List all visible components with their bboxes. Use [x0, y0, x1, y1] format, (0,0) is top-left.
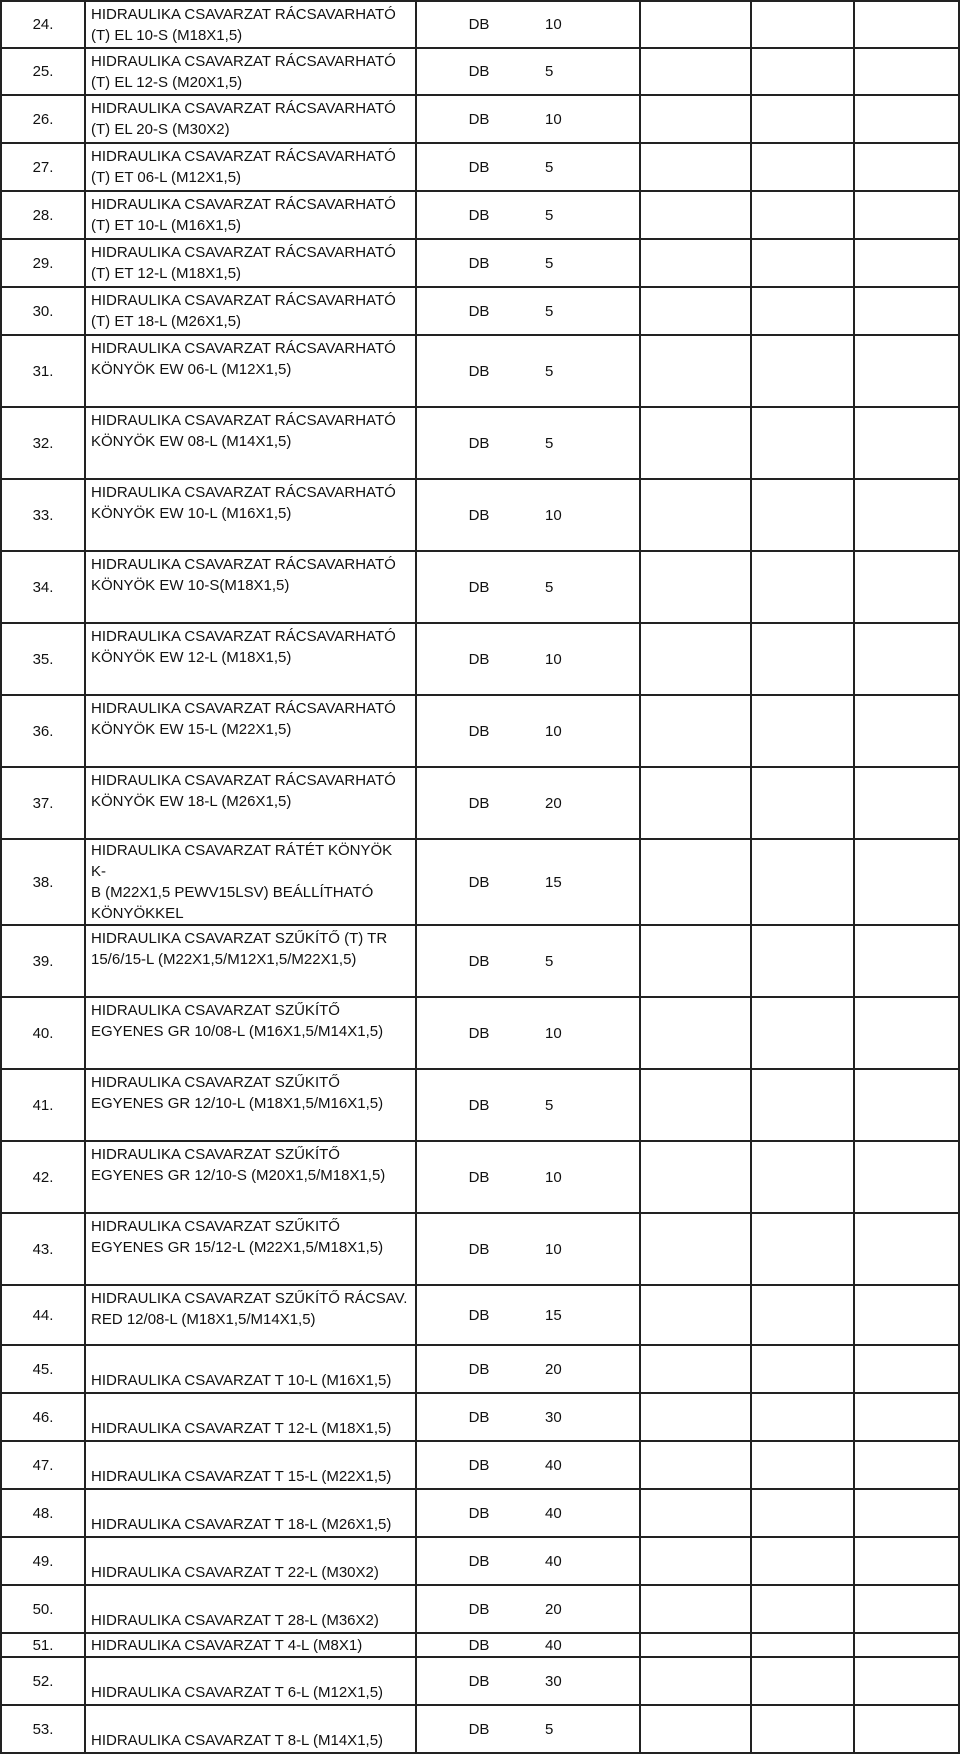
- item-description: [85, 407, 416, 479]
- description-line: EGYENES GR 15/12-L (M22X1,5/M18X1,5): [91, 1239, 384, 1256]
- blank-cell-c: [854, 239, 959, 287]
- quantity-cell: 5: [541, 1705, 640, 1753]
- blank-cell-b: [751, 925, 854, 997]
- blank-cell-a: [640, 143, 751, 191]
- unit-cell: DB: [416, 695, 541, 767]
- unit-cell: DB: [416, 143, 541, 191]
- table-row: [1, 479, 959, 551]
- table-row: [1, 407, 959, 479]
- item-description: [85, 767, 416, 839]
- item-description: [85, 1537, 416, 1585]
- description-line: KÖNYÖK EW 15-L (M22X1,5): [91, 721, 292, 738]
- table-row: [1, 695, 959, 767]
- description-line: HIDRAULIKA CSAVARZAT T 15-L (M22X1,5): [91, 1468, 392, 1485]
- description-line: HIDRAULIKA CSAVARZAT SZŰKÍTŐ (T) TR: [91, 930, 388, 947]
- table-row: [1, 925, 959, 997]
- description-line: RED 12/08-L (M18X1,5/M14X1,5): [91, 1311, 316, 1328]
- item-description: [85, 695, 416, 767]
- item-description: [85, 1441, 416, 1489]
- row-number: 37.: [1, 767, 85, 839]
- row-number: 41.: [1, 1069, 85, 1141]
- blank-cell-a: [640, 239, 751, 287]
- unit-cell: DB: [416, 1585, 541, 1633]
- unit-cell: DB: [416, 287, 541, 335]
- item-description: [85, 239, 416, 287]
- quantity-cell: 20: [541, 767, 640, 839]
- table-row: [1, 551, 959, 623]
- unit-cell: DB: [416, 239, 541, 287]
- row-number: 51.: [1, 1633, 85, 1657]
- table-row: [1, 1213, 959, 1285]
- unit-cell: DB: [416, 407, 541, 479]
- item-description: [85, 95, 416, 143]
- quantity-cell: 30: [541, 1657, 640, 1705]
- blank-cell-a: [640, 1633, 751, 1657]
- blank-cell-c: [854, 1585, 959, 1633]
- unit-cell: DB: [416, 839, 541, 925]
- blank-cell-a: [640, 95, 751, 143]
- description-line: HIDRAULIKA CSAVARZAT SZŰKITŐ: [91, 1218, 340, 1235]
- row-number: 40.: [1, 997, 85, 1069]
- description-line: KÖNYÖK EW 10-L (M16X1,5): [91, 505, 292, 522]
- blank-cell-c: [854, 1285, 959, 1345]
- blank-cell-b: [751, 1069, 854, 1141]
- quantity-cell: 40: [541, 1441, 640, 1489]
- row-number: 30.: [1, 287, 85, 335]
- row-number: 32.: [1, 407, 85, 479]
- unit-cell: DB: [416, 48, 541, 95]
- description-line: (T) EL 12-S (M20X1,5): [91, 73, 243, 91]
- quantity-cell: 5: [541, 48, 640, 95]
- blank-cell-c: [854, 143, 959, 191]
- row-number: 36.: [1, 695, 85, 767]
- quantity-cell: 5: [541, 925, 640, 997]
- blank-cell-b: [751, 239, 854, 287]
- blank-cell-b: [751, 143, 854, 191]
- blank-cell-c: [854, 48, 959, 95]
- blank-cell-c: [854, 1633, 959, 1657]
- blank-cell-b: [751, 407, 854, 479]
- description-line: HIDRAULIKA CSAVARZAT SZŰKÍTŐ: [91, 1146, 340, 1163]
- unit-cell: DB: [416, 767, 541, 839]
- row-number: 50.: [1, 1585, 85, 1633]
- quantity-cell: 5: [541, 1069, 640, 1141]
- item-description: [85, 287, 416, 335]
- blank-cell-b: [751, 95, 854, 143]
- table-row: [1, 1441, 959, 1489]
- unit-cell: DB: [416, 1069, 541, 1141]
- blank-cell-b: [751, 1537, 854, 1585]
- description-line: HIDRAULIKA CSAVARZAT T 18-L (M26X1,5): [91, 1516, 392, 1533]
- table-row: [1, 623, 959, 695]
- item-description: [85, 1393, 416, 1441]
- row-number: 28.: [1, 191, 85, 239]
- blank-cell-a: [640, 997, 751, 1069]
- blank-cell-c: [854, 1213, 959, 1285]
- unit-cell: DB: [416, 925, 541, 997]
- blank-cell-a: [640, 287, 751, 335]
- row-number: 33.: [1, 479, 85, 551]
- quantity-cell: 15: [541, 839, 640, 925]
- unit-cell: DB: [416, 997, 541, 1069]
- blank-cell-b: [751, 1, 854, 48]
- unit-cell: DB: [416, 1441, 541, 1489]
- table-row: [1, 1585, 959, 1633]
- quantity-cell: 5: [541, 287, 640, 335]
- description-line: (T) ET 06-L (M12X1,5): [91, 169, 242, 186]
- item-description: [85, 1705, 416, 1753]
- description-line: HIDRAULIKA CSAVARZAT T 22-L (M30X2): [91, 1564, 379, 1581]
- description-line: HIDRAULIKA CSAVARZAT T 8-L (M14X1,5): [91, 1732, 384, 1749]
- table-row: [1, 1705, 959, 1753]
- quantity-cell: 15: [541, 1285, 640, 1345]
- item-description: [85, 191, 416, 239]
- description-line: HIDRAULIKA CSAVARZAT T 6-L (M12X1,5): [91, 1684, 384, 1701]
- table-row: [1, 1633, 959, 1657]
- row-number: 34.: [1, 551, 85, 623]
- item-description: [85, 1141, 416, 1213]
- row-number: 43.: [1, 1213, 85, 1285]
- quantity-cell: 40: [541, 1537, 640, 1585]
- table-row: [1, 839, 959, 925]
- blank-cell-b: [751, 695, 854, 767]
- quantity-cell: 20: [541, 1585, 640, 1633]
- blank-cell-a: [640, 1705, 751, 1753]
- blank-cell-a: [640, 1285, 751, 1345]
- item-description: [85, 623, 416, 695]
- description-line: (T) EL 20-S (M30X2): [91, 121, 230, 138]
- row-number: 53.: [1, 1705, 85, 1753]
- table-row: [1, 143, 959, 191]
- blank-cell-b: [751, 1633, 854, 1657]
- unit-cell: DB: [416, 1537, 541, 1585]
- description-line: HIDRAULIKA CSAVARZAT T 10-L (M16X1,5): [91, 1372, 392, 1389]
- table-row: [1, 1537, 959, 1585]
- blank-cell-a: [640, 1345, 751, 1393]
- item-description: [85, 1213, 416, 1285]
- description-line: 15/6/15-L (M22X1,5/M12X1,5/M22X1,5): [91, 951, 357, 968]
- table-row: [1, 1489, 959, 1537]
- unit-cell: DB: [416, 95, 541, 143]
- item-description: [85, 1, 416, 48]
- blank-cell-a: [640, 1, 751, 48]
- quantity-cell: 5: [541, 407, 640, 479]
- blank-cell-a: [640, 1441, 751, 1489]
- description-line: HIDRAULIKA CSAVARZAT T 12-L (M18X1,5): [91, 1420, 392, 1437]
- blank-cell-c: [854, 407, 959, 479]
- table-row: [1, 1393, 959, 1441]
- description-line: HIDRAULIKA CSAVARZAT RÁCSAVARHATÓ: [91, 556, 396, 573]
- unit-cell: DB: [416, 1705, 541, 1753]
- blank-cell-b: [751, 1585, 854, 1633]
- row-number: 27.: [1, 143, 85, 191]
- blank-cell-a: [640, 1141, 751, 1213]
- item-description: [85, 48, 416, 95]
- row-number: 46.: [1, 1393, 85, 1441]
- blank-cell-c: [854, 551, 959, 623]
- description-line: HIDRAULIKA CSAVARZAT SZŰKITŐ: [91, 1074, 340, 1091]
- unit-cell: DB: [416, 191, 541, 239]
- quantity-cell: 10: [541, 1213, 640, 1285]
- row-number: 24.: [1, 1, 85, 48]
- item-description: [85, 1345, 416, 1393]
- unit-cell: DB: [416, 1141, 541, 1213]
- table-row: [1, 1141, 959, 1213]
- blank-cell-b: [751, 1489, 854, 1537]
- quantity-cell: 10: [541, 1141, 640, 1213]
- blank-cell-b: [751, 623, 854, 695]
- blank-cell-a: [640, 839, 751, 925]
- row-number: 47.: [1, 1441, 85, 1489]
- quantity-cell: 10: [541, 997, 640, 1069]
- blank-cell-a: [640, 551, 751, 623]
- row-number: 25.: [1, 48, 85, 95]
- description-line: HIDRAULIKA CSAVARZAT T 4-L (M8X1): [91, 1636, 363, 1654]
- table-row: [1, 1069, 959, 1141]
- item-description: [85, 479, 416, 551]
- blank-cell-b: [751, 335, 854, 407]
- item-description: [85, 997, 416, 1069]
- table-row: [1, 1657, 959, 1705]
- row-number: 35.: [1, 623, 85, 695]
- items-table-body: [1, 1, 959, 1753]
- item-description: [85, 1585, 416, 1633]
- blank-cell-c: [854, 997, 959, 1069]
- description-line: HIDRAULIKA CSAVARZAT RÁCSAVARHATÓ: [91, 100, 396, 117]
- description-line: HIDRAULIKA CSAVARZAT RÁCSAVARHATÓ: [91, 340, 396, 357]
- blank-cell-c: [854, 925, 959, 997]
- row-number: 39.: [1, 925, 85, 997]
- blank-cell-b: [751, 551, 854, 623]
- item-description: [85, 839, 416, 925]
- row-number: 44.: [1, 1285, 85, 1345]
- table-row: [1, 1, 959, 48]
- quantity-cell: 5: [541, 239, 640, 287]
- description-line: (T) ET 10-L (M16X1,5): [91, 217, 242, 234]
- description-line: HIDRAULIKA CSAVARZAT T 28-L (M36X2): [91, 1612, 379, 1629]
- blank-cell-a: [640, 1537, 751, 1585]
- description-line: KÖNYÖK EW 18-L (M26X1,5): [91, 793, 292, 810]
- blank-cell-a: [640, 623, 751, 695]
- description-line: KÖNYÖKKEL: [91, 905, 184, 922]
- quantity-cell: 10: [541, 479, 640, 551]
- unit-cell: DB: [416, 1633, 541, 1657]
- blank-cell-b: [751, 48, 854, 95]
- table-row: [1, 997, 959, 1069]
- blank-cell-b: [751, 839, 854, 925]
- unit-cell: DB: [416, 1213, 541, 1285]
- blank-cell-a: [640, 1585, 751, 1633]
- unit-cell: DB: [416, 1489, 541, 1537]
- blank-cell-c: [854, 287, 959, 335]
- description-line: (T) EL 10-S (M18X1,5): [91, 26, 243, 44]
- description-line: HIDRAULIKA CSAVARZAT RÁCSAVARHATÓ: [91, 628, 396, 645]
- description-line: HIDRAULIKA CSAVARZAT RÁCSAVARHATÓ: [91, 484, 396, 501]
- item-description: [85, 1285, 416, 1345]
- table-row: [1, 95, 959, 143]
- table-row: [1, 48, 959, 95]
- blank-cell-b: [751, 1285, 854, 1345]
- description-line: HIDRAULIKA CSAVARZAT SZŰKÍTŐ: [91, 1002, 340, 1019]
- description-line: HIDRAULIKA CSAVARZAT RÁCSAVARHATÓ: [91, 412, 396, 429]
- quantity-cell: 10: [541, 695, 640, 767]
- quantity-cell: 40: [541, 1633, 640, 1657]
- blank-cell-c: [854, 1489, 959, 1537]
- blank-cell-c: [854, 623, 959, 695]
- quantity-cell: 40: [541, 1489, 640, 1537]
- table-row: [1, 1345, 959, 1393]
- quantity-cell: 5: [541, 551, 640, 623]
- blank-cell-b: [751, 1141, 854, 1213]
- unit-cell: DB: [416, 623, 541, 695]
- description-line: EGYENES GR 12/10-L (M18X1,5/M16X1,5): [91, 1095, 384, 1112]
- unit-cell: DB: [416, 1345, 541, 1393]
- quantity-cell: 20: [541, 1345, 640, 1393]
- description-line: KÖNYÖK EW 10-S(M18X1,5): [91, 577, 290, 594]
- table-row: [1, 335, 959, 407]
- blank-cell-b: [751, 287, 854, 335]
- unit-cell: DB: [416, 1393, 541, 1441]
- row-number: 26.: [1, 95, 85, 143]
- blank-cell-a: [640, 1657, 751, 1705]
- blank-cell-a: [640, 191, 751, 239]
- blank-cell-a: [640, 1069, 751, 1141]
- blank-cell-b: [751, 1393, 854, 1441]
- item-description: [85, 1633, 416, 1657]
- blank-cell-a: [640, 1393, 751, 1441]
- blank-cell-c: [854, 95, 959, 143]
- blank-cell-a: [640, 1213, 751, 1285]
- quantity-cell: 10: [541, 95, 640, 143]
- blank-cell-b: [751, 767, 854, 839]
- row-number: 45.: [1, 1345, 85, 1393]
- item-description: [85, 925, 416, 997]
- description-line: HIDRAULIKA CSAVARZAT RÁCSAVARHATÓ: [91, 292, 396, 309]
- blank-cell-a: [640, 767, 751, 839]
- unit-cell: DB: [416, 1285, 541, 1345]
- description-line: HIDRAULIKA CSAVARZAT RÁCSAVARHATÓ: [91, 700, 396, 717]
- unit-cell: DB: [416, 479, 541, 551]
- blank-cell-a: [640, 479, 751, 551]
- unit-cell: DB: [416, 335, 541, 407]
- blank-cell-a: [640, 925, 751, 997]
- blank-cell-c: [854, 1393, 959, 1441]
- row-number: 38.: [1, 839, 85, 925]
- description-line: HIDRAULIKA CSAVARZAT RÁCSAVARHATÓ: [91, 196, 396, 213]
- table-row: [1, 767, 959, 839]
- table-row: [1, 287, 959, 335]
- table-row: [1, 1285, 959, 1345]
- description-line: (T) ET 18-L (M26X1,5): [91, 313, 242, 330]
- description-line: EGYENES GR 12/10-S (M20X1,5/M18X1,5): [91, 1167, 386, 1184]
- blank-cell-b: [751, 1657, 854, 1705]
- quantity-cell: 5: [541, 335, 640, 407]
- table-row: [1, 191, 959, 239]
- description-line: HIDRAULIKA CSAVARZAT RÁCSAVARHATÓ: [91, 5, 396, 23]
- blank-cell-a: [640, 407, 751, 479]
- description-line: KÖNYÖK EW 12-L (M18X1,5): [91, 649, 292, 666]
- blank-cell-b: [751, 1705, 854, 1753]
- description-line: KÖNYÖK EW 08-L (M14X1,5): [91, 433, 292, 450]
- blank-cell-a: [640, 695, 751, 767]
- blank-cell-b: [751, 997, 854, 1069]
- blank-cell-b: [751, 479, 854, 551]
- item-description: [85, 1657, 416, 1705]
- quantity-cell: 5: [541, 191, 640, 239]
- row-number: 42.: [1, 1141, 85, 1213]
- description-line: HIDRAULIKA CSAVARZAT SZŰKÍTŐ RÁCSAV.: [91, 1290, 408, 1307]
- blank-cell-c: [854, 1069, 959, 1141]
- blank-cell-c: [854, 1657, 959, 1705]
- unit-cell: DB: [416, 1657, 541, 1705]
- description-line: B (M22X1,5 PEWV15LSV) BEÁLLÍTHATÓ: [91, 884, 374, 901]
- quantity-cell: 30: [541, 1393, 640, 1441]
- quantity-cell: 10: [541, 1, 640, 48]
- blank-cell-c: [854, 767, 959, 839]
- blank-cell-b: [751, 1441, 854, 1489]
- unit-cell: DB: [416, 551, 541, 623]
- row-number: 31.: [1, 335, 85, 407]
- item-description: [85, 143, 416, 191]
- blank-cell-b: [751, 1345, 854, 1393]
- description-line: HIDRAULIKA CSAVARZAT RÁCSAVARHATÓ: [91, 244, 396, 261]
- description-line: HIDRAULIKA CSAVARZAT RÁCSAVARHATÓ: [91, 772, 396, 789]
- row-number: 29.: [1, 239, 85, 287]
- item-description: [85, 1489, 416, 1537]
- row-number: 48.: [1, 1489, 85, 1537]
- item-description: [85, 1069, 416, 1141]
- blank-cell-b: [751, 1213, 854, 1285]
- blank-cell-c: [854, 1141, 959, 1213]
- blank-cell-c: [854, 1705, 959, 1753]
- description-line: (T) ET 12-L (M18X1,5): [91, 265, 242, 282]
- blank-cell-c: [854, 479, 959, 551]
- description-line: KÖNYÖK EW 06-L (M12X1,5): [91, 361, 292, 378]
- blank-cell-c: [854, 191, 959, 239]
- blank-cell-c: [854, 1441, 959, 1489]
- description-line: HIDRAULIKA CSAVARZAT RÁCSAVARHATÓ: [91, 148, 396, 165]
- quantity-cell: 5: [541, 143, 640, 191]
- blank-cell-c: [854, 1345, 959, 1393]
- blank-cell-b: [751, 191, 854, 239]
- item-description: [85, 551, 416, 623]
- table-row: [1, 239, 959, 287]
- row-number: 49.: [1, 1537, 85, 1585]
- blank-cell-c: [854, 335, 959, 407]
- description-line: HIDRAULIKA CSAVARZAT RÁCSAVARHATÓ: [91, 52, 396, 70]
- row-number: 52.: [1, 1657, 85, 1705]
- blank-cell-a: [640, 335, 751, 407]
- blank-cell-a: [640, 1489, 751, 1537]
- description-line: HIDRAULIKA CSAVARZAT RÁTÉT KÖNYÖK K-: [91, 842, 393, 880]
- blank-cell-a: [640, 48, 751, 95]
- item-description: [85, 335, 416, 407]
- description-line: EGYENES GR 10/08-L (M16X1,5/M14X1,5): [91, 1023, 384, 1040]
- blank-cell-c: [854, 1, 959, 48]
- quantity-cell: 10: [541, 623, 640, 695]
- blank-cell-c: [854, 695, 959, 767]
- blank-cell-c: [854, 1537, 959, 1585]
- blank-cell-c: [854, 839, 959, 925]
- unit-cell: DB: [416, 1, 541, 48]
